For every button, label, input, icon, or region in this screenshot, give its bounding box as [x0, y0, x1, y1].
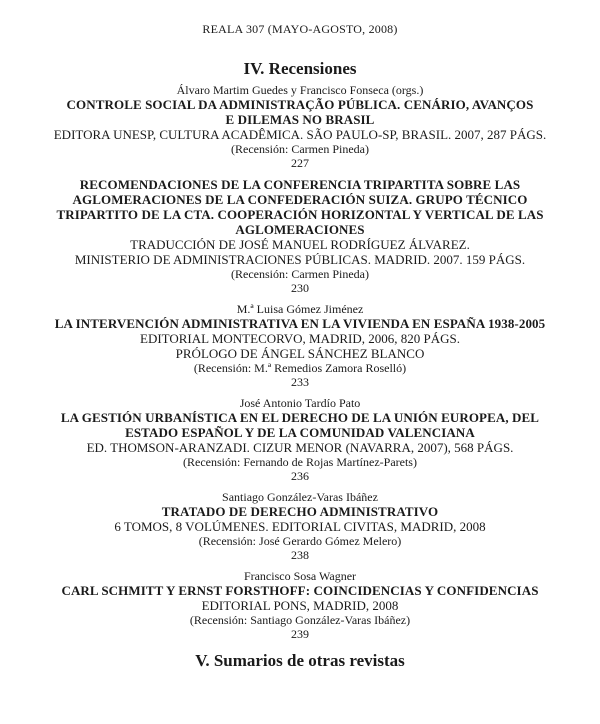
entry-publication-line: MINISTERIO DE ADMINISTRACIONES PÚBLICAS. MADRID. 2007. 159 PÁGS. [74, 252, 526, 267]
entry-page-number: 236 [291, 469, 309, 483]
entry-title-line: RECOMENDACIONES DE LA CONFERENCIA TRIPARTITA SOBRE LAS [79, 177, 521, 192]
entry-author: Francisco Sosa Wagner [243, 569, 357, 583]
entry-title-line: TRATADO DE DERECHO ADMINISTRATIVO [161, 504, 439, 519]
entry-reviewer: (Recensión: Carmen Pineda) [231, 267, 369, 281]
review-entry [38, 302, 562, 389]
section-title-sumarios: V. Sumarios de otras revistas [195, 651, 405, 670]
entry-title-line: LA INTERVENCIÓN ADMINISTRATIVA EN LA VIVIENDA EN ESPAÑA 1938-2005 [54, 316, 546, 331]
entry-author: M.ª Luisa Gómez Jiménez [236, 302, 364, 316]
review-list [0, 83, 600, 641]
entry-title-line: CARL SCHMITT Y ERNST FORSTHOFF: COINCIDENCIAS Y CONFIDENCIAS [61, 583, 539, 598]
entry-publication-line: TRADUCCIÓN DE JOSÉ MANUEL RODRÍGUEZ ÁLVAREZ. [130, 237, 470, 252]
entry-page-number: 230 [291, 281, 309, 295]
review-entry [38, 490, 562, 562]
entry-title-line: AGLOMERACIONES DE LA CONFEDERACIÓN SUIZA. GRUPO TÉCNICO [72, 192, 528, 207]
entry-reviewer: (Recensión: José Gerardo Gómez Melero) [198, 534, 402, 548]
entry-publication-line: EDITORIAL PONS, MADRID, 2008 [201, 598, 399, 613]
entry-reviewer: (Recensión: Santiago González-Varas Ibáñez) [189, 613, 411, 627]
entry-title-line: LA GESTIÓN URBANÍSTICA EN EL DERECHO DE LA UNIÓN EUROPEA, DEL [60, 410, 540, 425]
entry-author: Álvaro Martim Guedes y Francisco Fonseca (orgs.) [176, 83, 424, 97]
entry-title-line: ESTADO ESPAÑOL Y DE LA COMUNIDAD VALENCIANA [125, 425, 475, 440]
entry-page-number: 238 [291, 548, 309, 562]
entry-reviewer: (Recensión: Carmen Pineda) [231, 142, 369, 156]
entry-title-line: TRIPARTITO DE LA CTA. COOPERACIÓN HORIZONTAL Y VERTICAL DE LAS [56, 207, 544, 222]
review-entry [38, 177, 562, 295]
entry-page-number: 227 [291, 156, 309, 170]
entry-author: Santiago González-Varas Ibáñez [222, 490, 378, 504]
running-head: REALA 307 (MAYO-AGOSTO, 2008) [202, 22, 398, 36]
entry-publication-line: EDITORIAL MONTECORVO, MADRID, 2006, 820 PÁGS. [140, 331, 460, 346]
review-entry [38, 569, 562, 641]
review-entry [38, 83, 562, 170]
entry-title-line: E DILEMAS NO BRASIL [225, 112, 375, 127]
entry-publication-line: ED. THOMSON-ARANZADI. CIZUR MENOR (NAVARRA, 2007), 568 PÁGS. [86, 440, 514, 455]
entry-publication-line: PRÓLOGO DE ÁNGEL SÁNCHEZ BLANCO [175, 346, 425, 361]
entry-page-number: 233 [291, 375, 309, 389]
entry-title-line: AGLOMERACIONES [235, 222, 365, 237]
entry-publication-line: 6 TOMOS, 8 VOLÚMENES. EDITORIAL CIVITAS, MADRID, 2008 [114, 519, 486, 534]
entry-page-number: 239 [291, 627, 309, 641]
entry-title-line: CONTROLE SOCIAL DA ADMINISTRAÇÃO PÚBLICA. CENÁRIO, AVANÇOS [66, 97, 534, 112]
entry-reviewer: (Recensión: Fernando de Rojas Martínez-Parets) [183, 455, 417, 469]
section-title-recensiones: IV. Recensiones [243, 59, 357, 78]
entry-reviewer: (Recensión: M.ª Remedios Zamora Roselló) [193, 361, 407, 375]
review-entry [38, 396, 562, 483]
entry-publication-line: EDITORA UNESP, CULTURA ACADÊMICA. SÃO PAULO-SP, BRASIL. 2007, 287 PÁGS. [53, 127, 547, 142]
entry-author: José Antonio Tardío Pato [239, 396, 361, 410]
